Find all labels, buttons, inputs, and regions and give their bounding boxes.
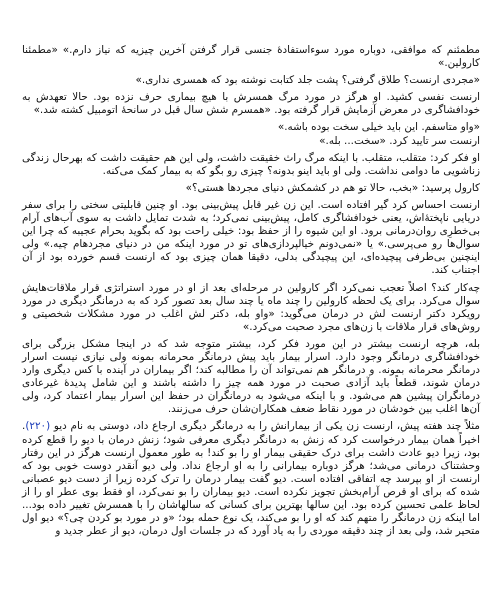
paragraph: مطمئنم که موافقی، دوباره مورد سوءاستفادهٔ جنسی قرار گرفتن آخرین چیزیه که نیاز دارم.» «مطمئنا کارولین.» bbox=[22, 44, 480, 70]
paragraph: ارنست احساس کرد گیر افتاده است. این زن غیر قابل پیش‌بینی بود. او چنین قابلیتی سختی را برای سفر دریایی ناپختهٔ‌اش، یعنی خودافشاگری کامل، پیش‌بینی نمی‌کرد؛ به شدت تمایل داشت به سوی آب‌های آرام بی‌خطرِی روان‌درمانی برود. او این شیوه را از حفظ بود: خیلی راحت بود که بگوید بحرام عجیبه که چرا این سوال‌ها رو می‌پرسی.» یا «نمی‌دونم خیالپردازی‌های تو در مورد اینکه من در دنیای مجردهام چیه.» ولی اینچنین بی‌طرفی پیچیده‌ای، این پیچیدگی بدلی، دقیقا همان چیزی بود که ارنست قسم خورده بود از آن اجتناب کند. bbox=[22, 198, 480, 277]
paragraph: ارنست نفسی کشید. او هرگز در مورد مرگ همسرش با هیچ بیماری حرف نزده بود. حالا تعهدش به خودافشاگری در معرض آزمایش قرار گرفته بود. «همسرم شش سال قبل در سانحهٔ اتومبیل کشته شد.» bbox=[22, 91, 480, 117]
paragraph: «مجردی ارنست؟ طلاق گرفتی؟ پشت جلد کتابت نوشته بود که همسری نداری.» bbox=[135, 74, 480, 87]
paragraph: او فکر کرد: متقلب، متقلب. با اینکه مرگ راث خقیقت داشت، ولی این هم حقیقت داشت که بهرحال زندگی زناشویی ما دوامی نداشت. ولی او باید اینو بدونه؟ چیزی رو بگو که به بیمار کمک می‌کنه. bbox=[22, 151, 480, 177]
paragraph: بله، هرچه ارنست بیشتر در این مورد فکر کرد، بیشتر متوجه شد که در اینجا مشکل بزرگی برای خودافشاگری درمانگر وجود دارد. اسرار بیمار باید پیش درمانگر محرمانه بمونه ولی نیازی نیست اسرار درمانگر محرمانه بمونه. و درمانگر هم نمی‌تواند آن را مطالبه کند؛ اگر بیماران در آینده با کس دیگری وارد درمان شوند، قطعاً باید آزادی صحبت در مورد همه چیز را داشته باشند و این شامل پدیدهٔ غیرعادی درمانگران پیشین هم می‌شود. و با اینکه می‌شود به درمانگران در حفظ این اسرار بیمار اعتماد کرد، ولی آن‌ها اغلب بین خودشان در مورد نقاط ضعف همکاران‌شان حرف می‌زنند. bbox=[22, 337, 480, 416]
paragraph-with-reference: مثلاً چند هفته پیش، ارنست زن یکی از بیمارانش را به درمانگر دیگری ارجاع داد، دوستی به نام دیو (۲۲۰). اخیراً همان بیمار درخواست کرد که زنش به درمانگر دیگری معرفی شود؛ زنش درمان با دیو را قطع کرده بود، زیرا دیو عادت داشت برای درک حقیقی بیمار او را بو کند! به طور معمول ارنست هرگز در این رفتار وحشتناک درمانی می‌شد؛ هرگز دوباره بیمارانی را به او ارجاع نداد. ولی دیو آنقدر دوست خوبی بود که ارنست از او بپرسد چه اتفاقی افتاده است. دیو گفت بیمار درمان را ترک کرده زیرا از دست دیو عصبانی شده که برای او قرص آرام‌بخش تجویز نکرده است. دیو بیماران را بو نمی‌کرد، او فقط بوی عطر او را از لحاظ علمی تحسین کرده بود. این سالها بهترین برای کسانی که سالها‌شان را با همسرش تغییر داده بود... اما اینکه زن درمانگر را متهم کند که او را بو می‌کند، یک نوع حمله بود؛ «و در مورد بو کردن چی؟» دیو اول متحیر شد، ولی بعد از چند دقیقه موردی را به یاد آورد که در جلسات اول درمان، دیو از عطر جدید و bbox=[22, 420, 480, 538]
paragraph: «واو متاسفم. این باید خیلی سخت بوده باشه.» bbox=[277, 121, 480, 134]
paragraph: ارنست سر تایید کرد. «سخت... بله.» bbox=[319, 134, 480, 147]
paragraph: کارول پرسید: «بخب، حالا تو هم در کشمکش دنیای مجردها هستی؟» bbox=[185, 181, 480, 194]
paragraph: چه‌کار کند؟ اصلاً تعجب نمی‌کرد اگر کارولین در مرحله‌ای بعد از او در مورد استراتژی قرار ملاقات‌هایش سوال می‌کرد. برای یک لحظه کارولین را چند ماه یا چند سال بعد تصور کرد که به درمانگر دیگری در مورد رویکرد دکتر ارنست لش در درمان می‌گوید: «واو بله، دکتر لش اغلب در مورد مشکلات شخصیتی و روش‌های قرار ملاقات با زن‌های مجرد صحبت می‌کرد.» bbox=[22, 281, 480, 333]
reference-link[interactable]: (۲۲۰) bbox=[25, 420, 51, 433]
document-body bbox=[22, 44, 480, 538]
